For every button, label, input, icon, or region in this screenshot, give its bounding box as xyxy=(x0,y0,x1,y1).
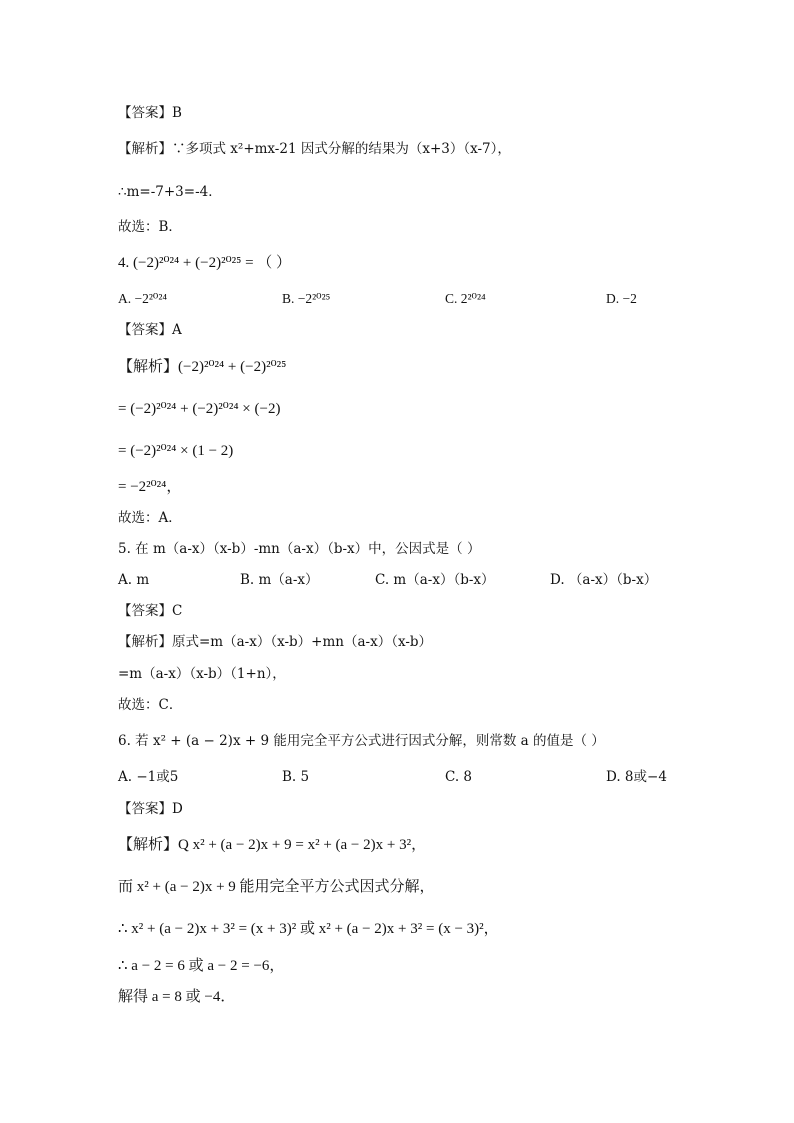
analysis-4-step1: = (−2)²⁰²⁴ + (−2)²⁰²⁴ × (−2) xyxy=(118,401,281,417)
q5-option-b: B. m（a-x） xyxy=(240,572,319,588)
answer-6: 【答案】D xyxy=(118,801,183,817)
analysis-3: 【解析】∵多项式 x²+mx-21 因式分解的结果为（x+3）（x-7）， xyxy=(118,141,511,157)
q4-option-c: C. 2²⁰²⁴ xyxy=(445,291,486,306)
question-5: 5. 在 m（a-x）（x-b）-mn（a-x）（b-x）中，公因式是（ ） xyxy=(118,541,481,557)
answer-5: 【答案】C xyxy=(118,603,183,619)
q6-option-b: B. 5 xyxy=(282,769,310,785)
choose-5: 故选：C． xyxy=(118,697,183,713)
answer-4: 【答案】A xyxy=(118,322,182,338)
analysis-5: 【解析】原式=m（a-x）（x-b）+mn（a-x）（x-b） xyxy=(118,634,433,650)
analysis-6-step2: ∴ x² + (a − 2)x + 3² = (x + 3)² 或 x² + (a − 2)x + 3² = (x − 3)²， xyxy=(118,921,499,937)
analysis-3-step: ∴m=-7+3=-4． xyxy=(118,184,222,200)
question-4: 4. (−2)²⁰²⁴ + (−2)²⁰²⁵ = （ ） xyxy=(118,255,292,271)
q4-option-a: A. −2²⁰²⁴ xyxy=(118,291,168,306)
analysis-6-step3: ∴ a − 2 = 6 或 a − 2 = −6， xyxy=(118,958,285,974)
q6-option-d: D. 8或−4 xyxy=(606,769,667,785)
q6-option-a: A. −1或5 xyxy=(118,769,179,785)
choose-4: 故选：A． xyxy=(118,510,182,526)
q4-option-b: B. −2²⁰²⁵ xyxy=(282,291,331,306)
q4-option-d: D. −2 xyxy=(606,291,637,306)
analysis-6: 【解析】Q x² + (a − 2)x + 9 = x² + (a − 2)x + 3²， xyxy=(118,837,427,853)
analysis-4: 【解析】(−2)²⁰²⁴ + (−2)²⁰²⁵ xyxy=(118,359,287,375)
q5-option-a: A. m xyxy=(118,572,150,588)
choose-3: 故选：B． xyxy=(118,219,182,235)
analysis-4-step3: = −2²⁰²⁴， xyxy=(118,479,182,495)
q6-option-c: C. 8 xyxy=(445,769,473,785)
q5-option-c: C. m（a-x）（b-x） xyxy=(375,572,495,588)
analysis-4-step2: = (−2)²⁰²⁴ × (1 − 2) xyxy=(118,443,234,459)
question-6: 6. 若 x² + (a − 2)x + 9 能用完全平方公式进行因式分解，则常数 a 的值是（ ） xyxy=(118,733,605,749)
analysis-6-step4: 解得 a = 8 或 −4． xyxy=(118,989,236,1005)
q5-option-d: D. （a-x）（b-x） xyxy=(550,572,658,588)
analysis-6-step1: 而 x² + (a − 2)x + 9 能用完全平方公式因式分解， xyxy=(118,879,435,895)
analysis-5-step: =m（a-x）（x-b）（1+n）， xyxy=(118,666,286,682)
answer-3: 【答案】B xyxy=(118,105,182,121)
